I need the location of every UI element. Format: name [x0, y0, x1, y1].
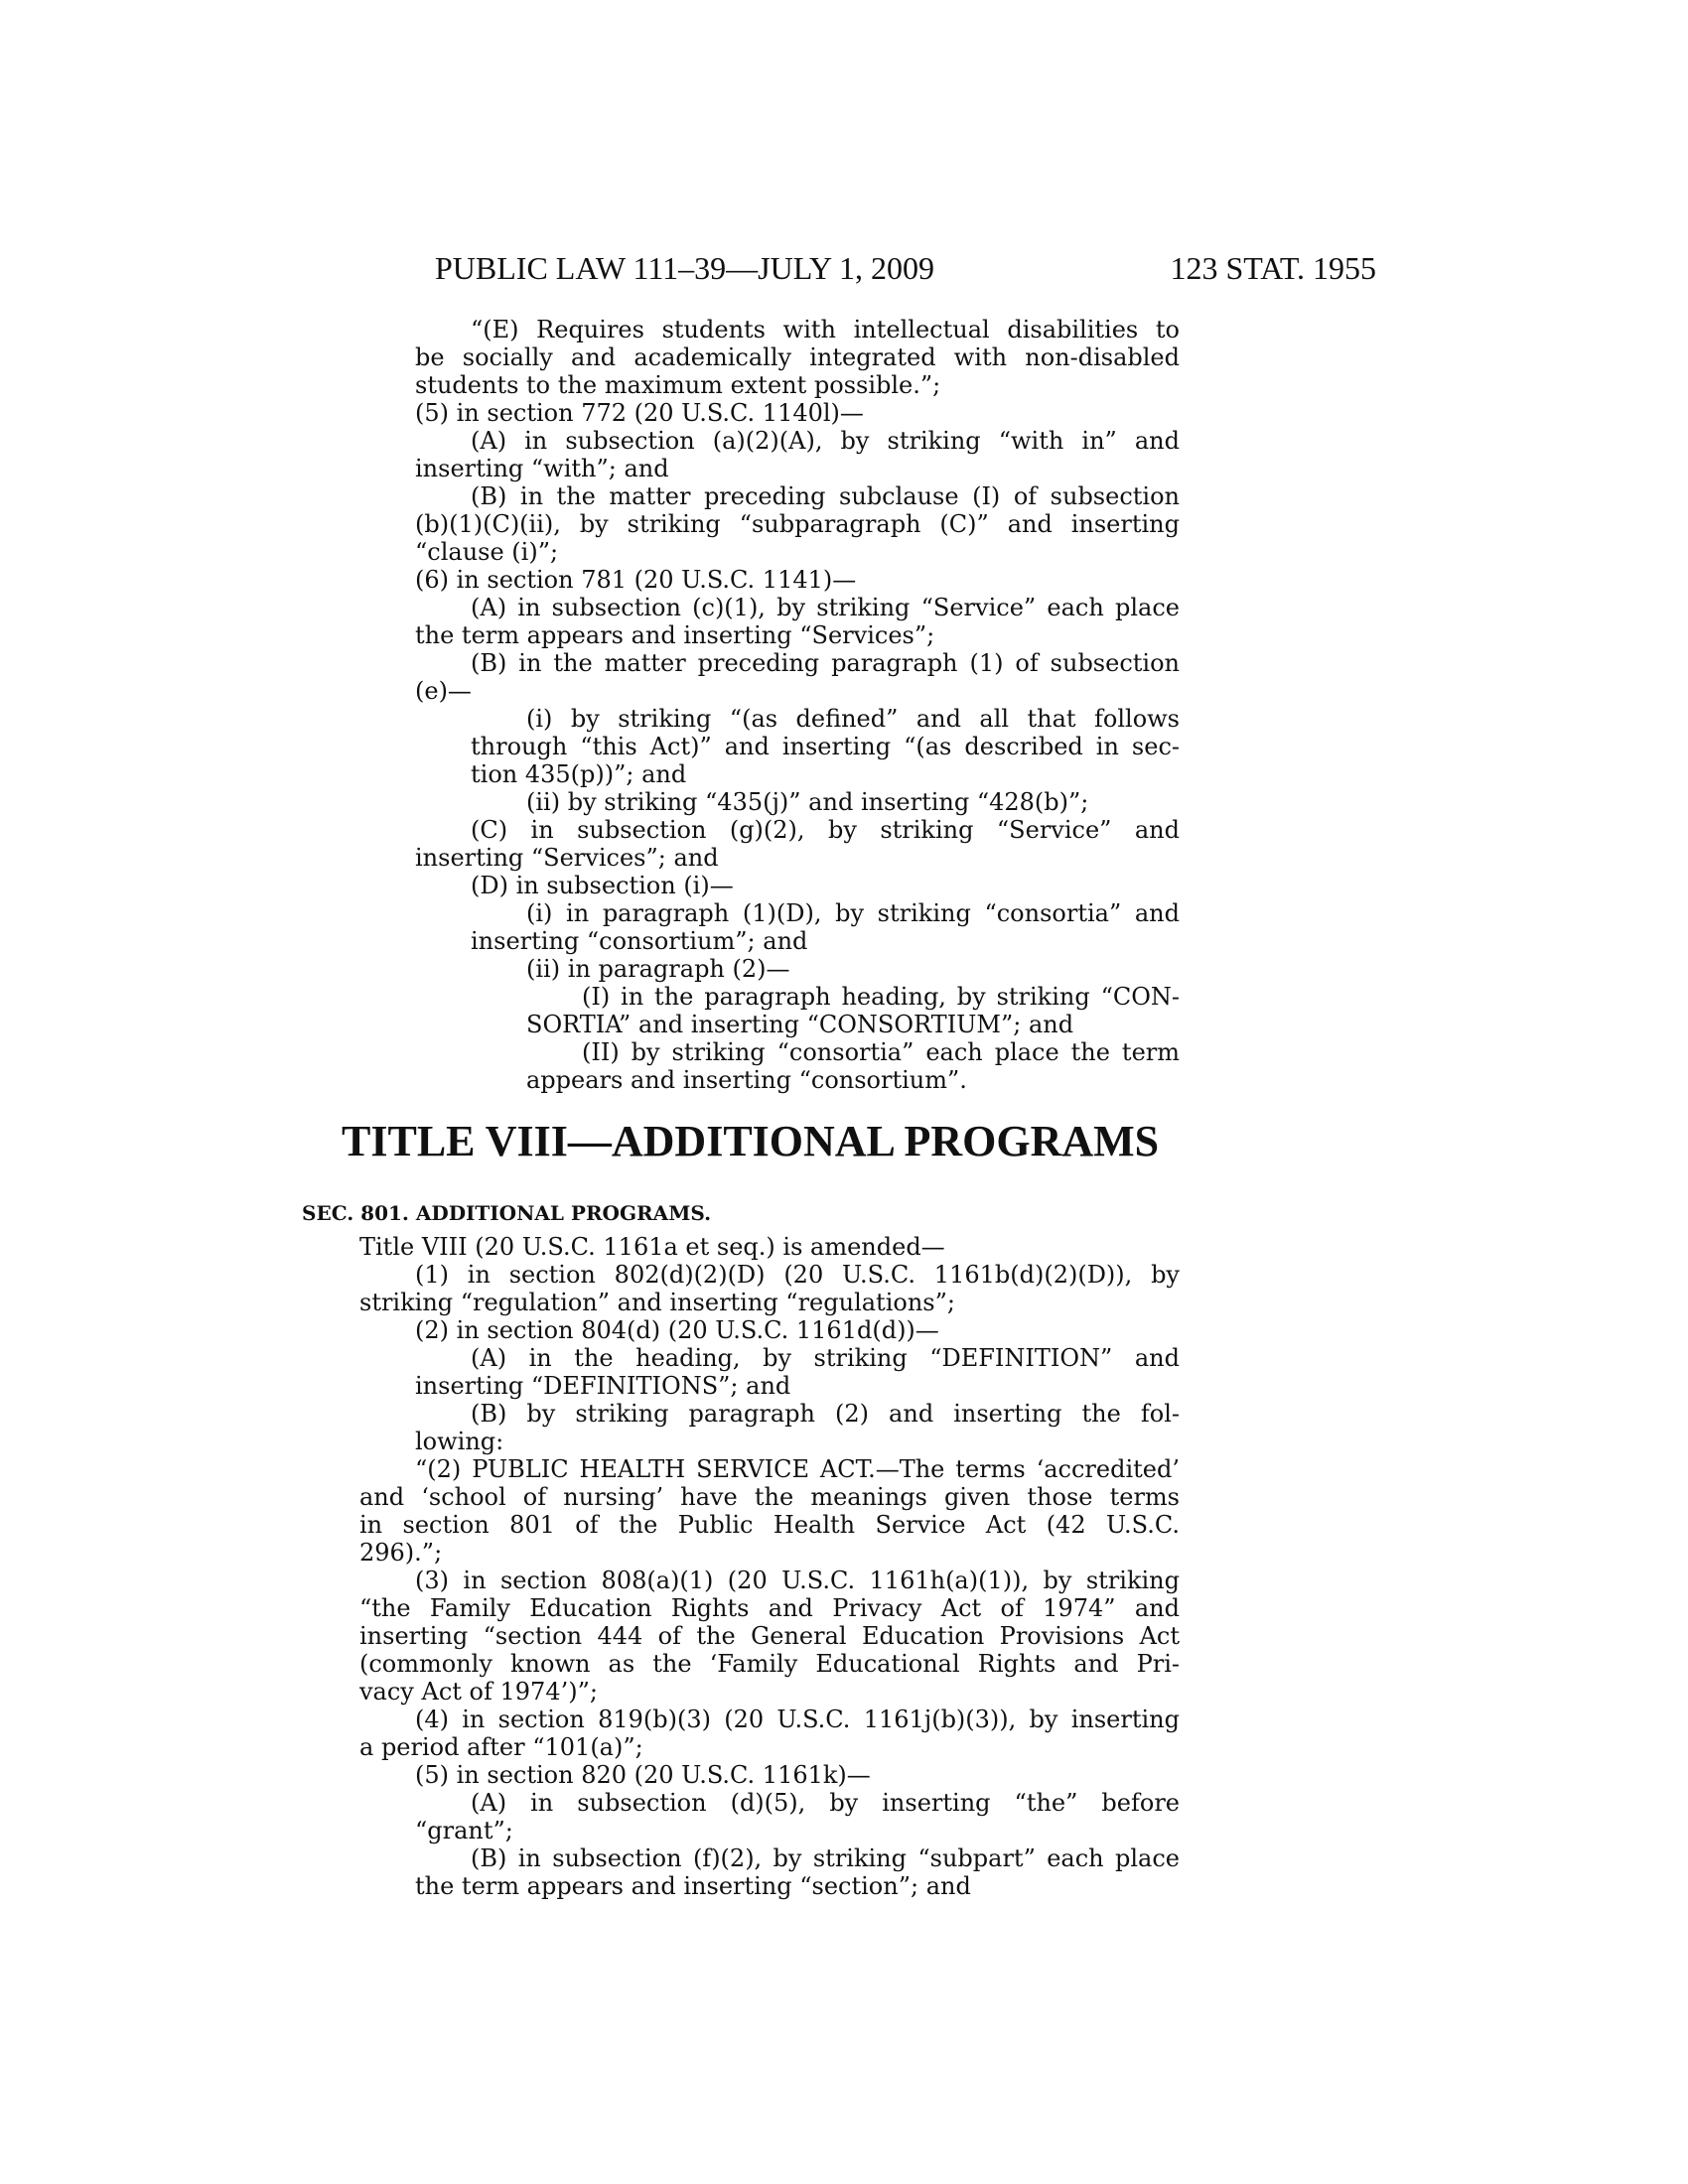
- text-line: (ii) by striking “435(j)” and inserting “428(b)”;: [526, 788, 1089, 816]
- text-line: inserting “Services”; and: [415, 844, 719, 872]
- text-line: 296).”;: [359, 1539, 443, 1567]
- text-block-section-801: [359, 1233, 1180, 1900]
- text-line: “grant”;: [415, 1817, 513, 1844]
- text-line: inserting “with”; and: [415, 455, 669, 482]
- text-line: through “this Act)” and inserting “(as described in sec-: [471, 733, 1180, 760]
- text-line: (B) in the matter preceding paragraph (1) of subsection: [471, 649, 1180, 677]
- text-line: in section 801 of the Public Health Service Act (42 U.S.C.: [359, 1511, 1180, 1539]
- text-line: (5) in section 820 (20 U.S.C. 1161k)—: [415, 1761, 871, 1789]
- text-line: (A) in the heading, by striking “DEFINITION” and: [471, 1344, 1180, 1372]
- text-line: (2) in section 804(d) (20 U.S.C. 1161d(d))—: [415, 1316, 939, 1344]
- text-block-amendments: [415, 316, 1180, 1094]
- title-heading: TITLE VIII—ADDITIONAL PROGRAMS: [342, 1117, 1160, 1165]
- text-line: striking “regulation” and inserting “regulations”;: [359, 1289, 955, 1316]
- text-line: be socially and academically integrated with non-disabled: [415, 343, 1180, 371]
- text-line: students to the maximum extent possible.”;: [415, 371, 941, 399]
- text-line: (A) in subsection (c)(1), by striking “Service” each place: [471, 594, 1180, 621]
- text-line: (b)(1)(C)(ii), by striking “subparagraph (C)” and inserting: [415, 510, 1180, 538]
- text-line: “(2) PUBLIC HEALTH SERVICE ACT.—The terms ‘accredited’: [415, 1455, 1180, 1483]
- text-line: (6) in section 781 (20 U.S.C. 1141)—: [415, 566, 857, 594]
- text-line: inserting “consortium”; and: [471, 927, 808, 955]
- text-line: appears and inserting “consortium”.: [526, 1066, 967, 1094]
- text-line: lowing:: [415, 1428, 504, 1455]
- text-line: “the Family Education Rights and Privacy Act of 1974” and: [359, 1594, 1180, 1622]
- text-line: and ‘school of nursing’ have the meanings given those terms: [359, 1483, 1180, 1511]
- text-line: (1) in section 802(d)(2)(D) (20 U.S.C. 1161b(d)(2)(D)), by: [415, 1261, 1180, 1289]
- text-line: inserting “DEFINITIONS”; and: [415, 1372, 791, 1400]
- page-stat-citation: 123 STAT. 1955: [1170, 250, 1376, 286]
- text-line: tion 435(p))”; and: [471, 760, 687, 788]
- text-line: (C) in subsection (g)(2), by striking “Service” and: [471, 816, 1180, 844]
- text-line: “clause (i)”;: [415, 538, 559, 566]
- running-header: PUBLIC LAW 111–39—JULY 1, 2009: [435, 250, 934, 286]
- text-line: (5) in section 772 (20 U.S.C. 1140l)—: [415, 399, 864, 427]
- text-line: (e)—: [415, 677, 472, 705]
- text-line: (A) in subsection (a)(2)(A), by striking “with in” and: [471, 427, 1180, 455]
- section-heading: SEC. 801. ADDITIONAL PROGRAMS.: [302, 1201, 712, 1225]
- text-line: (3) in section 808(a)(1) (20 U.S.C. 1161h(a)(1)), by striking: [415, 1567, 1180, 1594]
- text-line: “(E) Requires students with intellectual disabilities to: [471, 316, 1180, 343]
- text-line: the term appears and inserting “Services”;: [415, 621, 935, 649]
- text-line: (ii) in paragraph (2)—: [526, 955, 790, 983]
- text-line: inserting “section 444 of the General Education Provisions Act: [359, 1622, 1180, 1650]
- text-line: (D) in subsection (i)—: [471, 872, 734, 899]
- text-line: Title VIII (20 U.S.C. 1161a et seq.) is amended—: [359, 1233, 945, 1261]
- text-line: (commonly known as the ‘Family Educational Rights and Pri-: [359, 1650, 1180, 1678]
- text-line: (B) in subsection (f)(2), by striking “subpart” each place: [471, 1844, 1180, 1872]
- text-line: (B) by striking paragraph (2) and inserting the fol-: [471, 1400, 1180, 1428]
- text-line: (4) in section 819(b)(3) (20 U.S.C. 1161j(b)(3)), by inserting: [415, 1706, 1180, 1733]
- text-line: (i) in paragraph (1)(D), by striking “consortia” and: [526, 899, 1180, 927]
- text-line: vacy Act of 1974’)”;: [359, 1678, 598, 1706]
- text-line: SORTIA” and inserting “CONSORTIUM”; and: [526, 1011, 1074, 1038]
- text-line: (I) in the paragraph heading, by striking “CON-: [582, 983, 1180, 1011]
- text-line: (i) by striking “(as defined” and all that follows: [526, 705, 1180, 733]
- text-line: the term appears and inserting “section”; and: [415, 1872, 971, 1900]
- text-line: (A) in subsection (d)(5), by inserting “the” before: [471, 1789, 1180, 1817]
- text-line: a period after “101(a)”;: [359, 1733, 643, 1761]
- text-line: (B) in the matter preceding subclause (I) of subsection: [471, 482, 1180, 510]
- text-line: (II) by striking “consortia” each place the term: [582, 1038, 1180, 1066]
